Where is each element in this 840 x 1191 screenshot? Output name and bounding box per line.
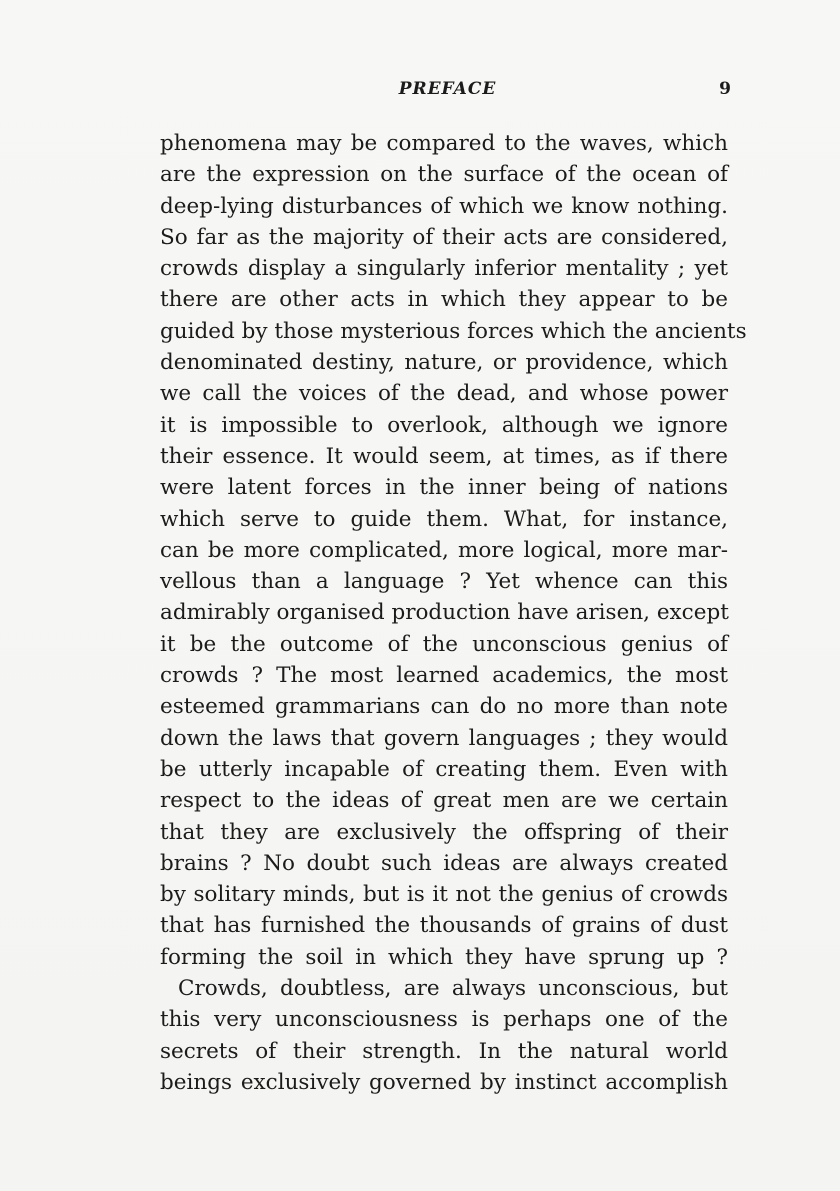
text-line: denominated destiny, nature, or providence, which (160, 350, 728, 376)
text-line: crowds display a singularly inferior mentality ; yet (160, 256, 728, 282)
page-number: 9 (719, 79, 731, 99)
text-line: by solitary minds, but is it not the genius of crowds (160, 882, 728, 908)
text-line: that they are exclusively the offspring of their (160, 819, 728, 845)
text-line: it be the outcome of the unconscious genius of (160, 631, 728, 657)
text-line: this very unconsciousness is perhaps one of the (160, 1007, 728, 1033)
text-line: that has furnished the thousands of grains of dust (160, 913, 728, 939)
text-line: were latent forces in the inner being of nations (160, 475, 728, 501)
text-line: crowds ? The most learned academics, the most (160, 663, 728, 689)
running-head: PREFACE (398, 79, 497, 99)
text-line: deep-lying disturbances of which we know nothing. (160, 193, 728, 219)
text-line: it is impossible to overlook, although we ignore (160, 412, 728, 438)
text-line: brains ? No doubt such ideas are always created (160, 850, 728, 876)
text-line: So far as the majority of their acts are considered, (160, 224, 728, 250)
text-line: esteemed grammarians can do no more than note (160, 694, 728, 720)
text-line: vellous than a language ? Yet whence can this (160, 569, 728, 595)
text-line: forming the soil in which they have sprung up ? (160, 944, 728, 970)
paragraph-start-line: Crowds, doubtless, are always unconscious, but (178, 976, 728, 1002)
text-line: be utterly incapable of creating them. Even with (160, 756, 728, 782)
text-line: guided by those mysterious forces which the ancients (160, 318, 747, 344)
page-header (160, 79, 735, 103)
text-line: there are other acts in which they appear to be (160, 287, 728, 313)
text-line: down the laws that govern languages ; they would (160, 725, 728, 751)
text-line: admirably organised production have arisen, except (160, 600, 729, 626)
text-line: phenomena may be compared to the waves, which (160, 131, 728, 156)
text-line: which serve to guide them. What, for instance, (160, 506, 728, 532)
body-text (160, 128, 747, 1098)
text-line: their essence. It would seem, at times, as if there (160, 443, 728, 469)
text-line: can be more complicated, more logical, more mar- (160, 537, 728, 563)
text-line: beings exclusively governed by instinct accomplish (160, 1069, 728, 1095)
text-line: we call the voices of the dead, and whose power (160, 381, 728, 407)
text-line: secrets of their strength. In the natural world (160, 1038, 728, 1064)
text-line: are the expression on the surface of the ocean of (160, 162, 728, 188)
text-line: respect to the ideas of great men are we certain (160, 788, 728, 814)
